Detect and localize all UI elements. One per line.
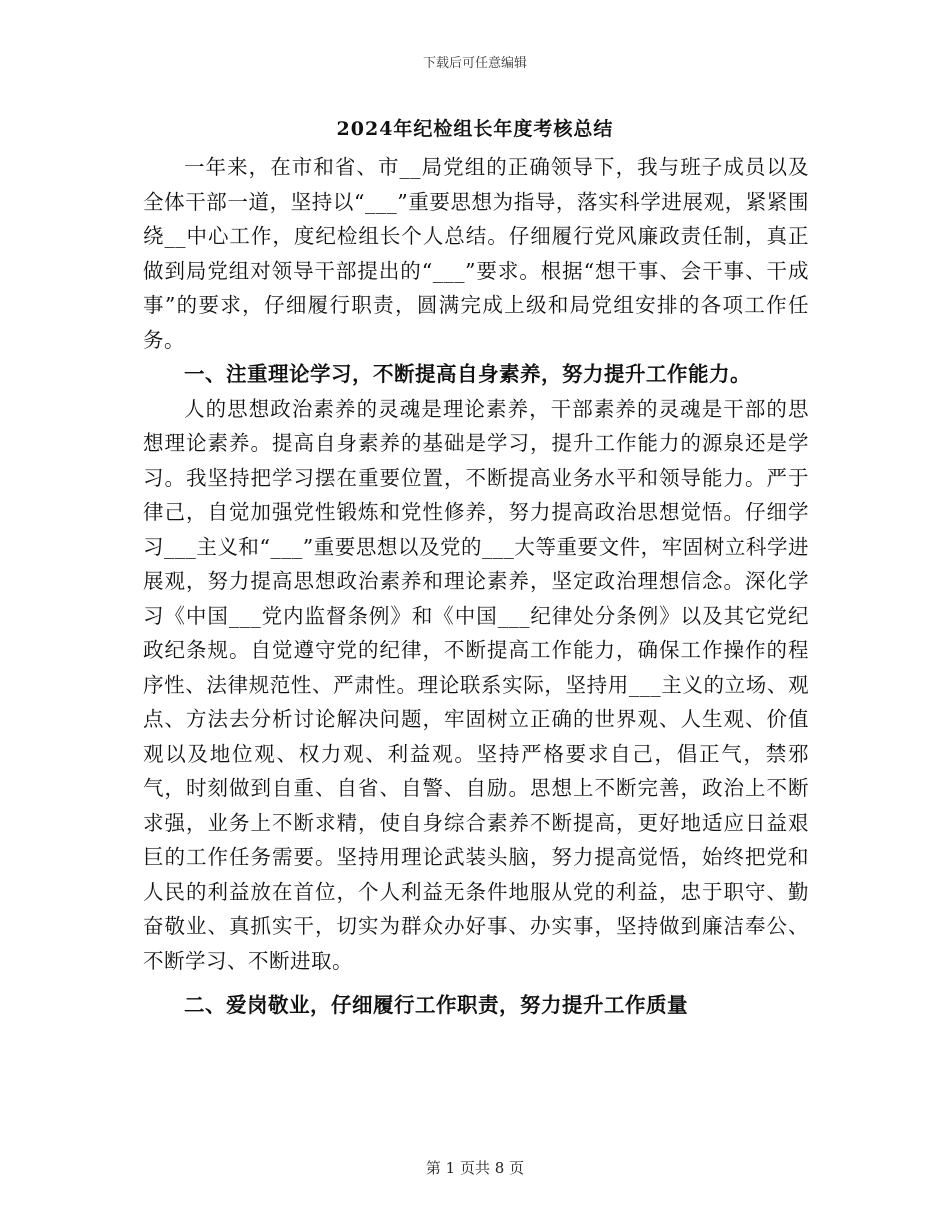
header-note: 下载后可任意编辑 <box>422 56 527 71</box>
section-1-paragraph: 人的思想政治素养的灵魂是理论素养，干部素养的灵魂是干部的思想理论素养。提高自身素养的基础是学习，提升工作能力的源泉还是学习。我坚持把学习摆在重要位置，不断提高业务水平和领导能力。严于律己，自觉加强党性锻炼和党性修养，努力提高政治思想觉悟。仔细学习___主义和“___”重要思想以及党的___大等重要文件，牢固树立科学进展观，努力提高思想政治素养和理论素养，坚定政治理想信念。深化学习《中国___党内监督条例》和《中国___纪律处分条例》以及其它党纪政纪条规。自觉遵守党的纪律，不断提高工作能力，确保工作操作的程序性、法律规范性、严肃性。理论联系实际，坚持用___主义的立场、观点、方法去分析讨论解决问题，牢固树立正确的世界观、人生观、价值观以及地位观、权力观、利益观。坚持严格要求自己，倡正气，禁邪气，时刻做到自重、自省、自警、自励。思想上不断完善，政治上不断求强，业务上不断求精，使自身综合素养不断提高，更好地适应日益艰巨的工作任务需要。坚持用理论武装头脑，努力提高觉悟，始终把党和人民的利益放在首位，个人利益无条件地服从党的利益，忠于职守、勤奋敬业、真抓实干，切实为群众办好事、办实事，坚持做到廉洁奉公、不断学习、不断进取。 <box>143 396 809 973</box>
intro-paragraph: 一年来，在市和省、市__局党组的正确领导下，我与班子成员以及全体干部一道，坚持以“___”重要思想为指导，落实科学进展观，紧紧围绕__中心工作，度纪检组长个人总结。仔细履行党风廉政责任制，真正做到局党组对领导干部提出的“___”要求。根据“想干事、会干事、干成事”的要求，仔细履行职责，圆满完成上级和局党组安排的各项工作任务。 <box>143 155 809 352</box>
document-body <box>143 150 809 1023</box>
document-title: 2024年纪检组长年度考核总结 <box>336 118 614 140</box>
section-1-heading: 一、注重理论学习，不断提高自身素养，努力提升工作能力。 <box>184 362 751 386</box>
section-2-heading: 二、爱岗敬业，仔细履行工作职责，努力提升工作质量 <box>184 993 688 1017</box>
page-footer: 第 1 页共 8 页 <box>425 1159 525 1177</box>
